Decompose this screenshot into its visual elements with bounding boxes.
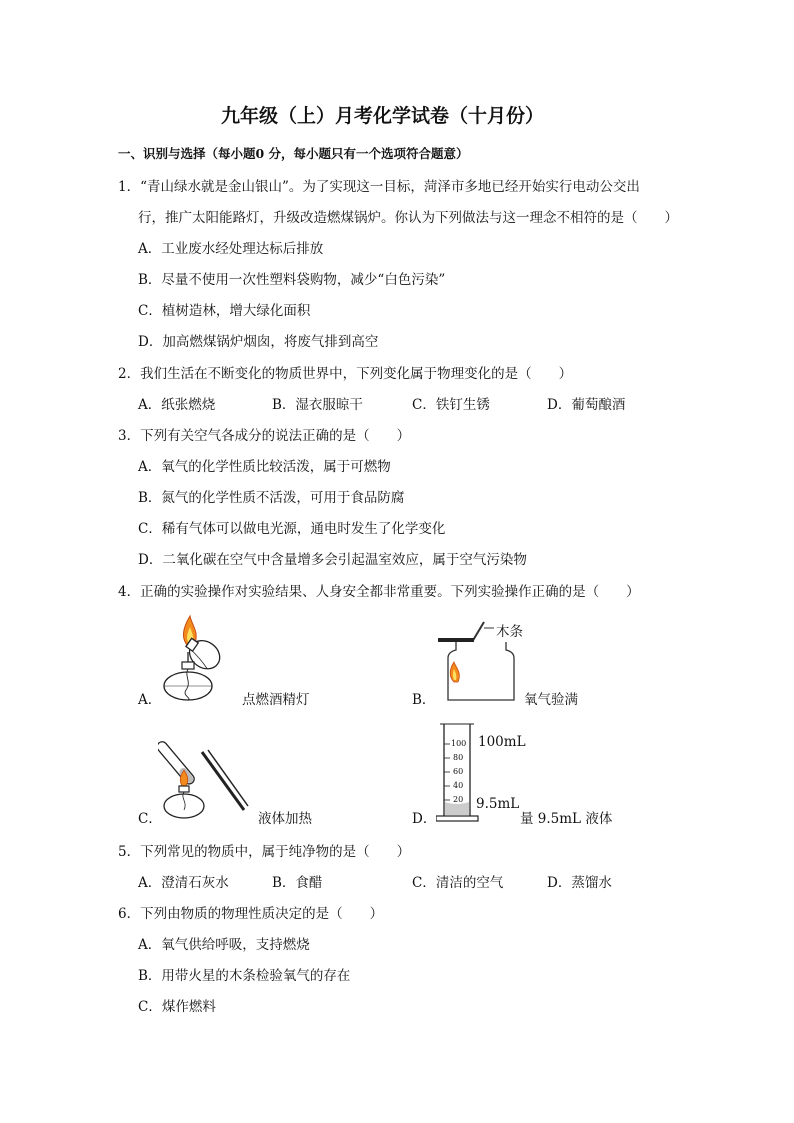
q2-stem: 2．我们生活在不断变化的物质世界中，下列变化属于物理变化的是（ ）	[118, 366, 573, 382]
q6-option-a: A．氧气供给呼吸，支持燃烧	[138, 937, 310, 953]
q5-option-c: C．清洁的空气	[412, 875, 504, 891]
q6-stem: 6．下列由物质的物理性质决定的是（ ）	[118, 906, 384, 922]
q4-option-b-stick-label: 木条	[496, 624, 523, 640]
section-heading: 一、识别与选择（每小题0 分，每小题只有一个选项符合题意）	[118, 146, 469, 161]
page-title: 九年级（上）月考化学试卷（十月份）	[221, 105, 545, 127]
q5-option-a: A．澄清石灰水	[138, 875, 229, 891]
q6-option-b: B．用带火星的木条检验氧气的存在	[138, 968, 351, 984]
q1-stem-line2: 行，推广太阳能路灯，升级改造燃煤锅炉。你认为下列做法与这一理念不相符的是（ ）	[138, 210, 678, 226]
q5-option-b: B．食醋	[272, 875, 323, 891]
q4-option-a-caption: 点燃酒精灯	[242, 692, 310, 708]
q6-option-c: C．煤作燃料	[138, 999, 216, 1015]
q4-option-a-letter: A．	[138, 692, 162, 708]
q5-option-d: D．蒸馏水	[547, 875, 612, 891]
cylinder-tick-60: 60	[453, 767, 464, 776]
q1-option-a: A．工业废水经处理达标后排放	[138, 241, 324, 257]
q2-option-d: D．葡萄酿酒	[547, 397, 626, 413]
q3-option-d: D．二氧化碳在空气中含量增多会引起温室效应，属于空气污染物	[138, 552, 527, 568]
q4-option-b-caption: 氧气验满	[524, 692, 578, 708]
q3-stem: 3．下列有关空气各成分的说法正确的是（ ）	[118, 428, 411, 444]
cylinder-scale	[444, 744, 450, 800]
q2-option-b: B．湿衣服晾干	[272, 397, 363, 413]
q5-stem: 5．下列常见的物质中，属于纯净物的是（ ）	[118, 844, 411, 860]
cylinder-tick-20: 20	[453, 795, 464, 804]
q1-option-c: C．植树造林，增大绿化面积	[138, 303, 311, 319]
figure-heat-liquid	[158, 728, 254, 822]
q1-option-b: B．尽量不使用一次性塑料袋购物，减少“白色污染”	[138, 272, 446, 288]
q4-option-d-caption: 量 9.5mL 液体	[520, 811, 613, 827]
cylinder-tick-100: 100	[451, 739, 467, 748]
q1-option-d: D．加高燃煤锅炉烟囱，将废气排到高空	[138, 334, 379, 350]
q4-option-d-letter: D．	[412, 811, 437, 827]
q3-option-c: C．稀有气体可以做电光源，通电时发生了化学变化	[138, 521, 446, 537]
q2-option-c: C．铁钉生锈	[412, 397, 490, 413]
q2-option-a: A．纸张燃烧	[138, 397, 216, 413]
q4-option-d-label-top: 100mL	[478, 734, 526, 750]
q4-option-c-caption: 液体加热	[258, 811, 312, 827]
q3-option-b: B．氮气的化学性质不活泼，可用于食品防腐	[138, 490, 405, 506]
q4-stem: 4．正确的实验操作对实验结果、人身安全都非常重要。下列实验操作正确的是（ ）	[118, 584, 640, 600]
q4-option-c-letter: C．	[138, 811, 162, 827]
cylinder-tick-40: 40	[453, 781, 464, 790]
figure-light-alcohol-lamp	[158, 612, 234, 704]
q3-option-a: A．氧气的化学性质比较活泼，属于可燃物	[138, 459, 391, 475]
q1-stem-line1: 1．“青山绿水就是金山银山”。为了实现这一目标，菏泽市多地已经开始实行电动公交出	[118, 179, 640, 195]
q4-option-b-letter: B．	[412, 692, 436, 708]
q4-option-d-label-bottom: 9.5mL	[476, 796, 520, 812]
cylinder-tick-80: 80	[453, 753, 464, 762]
